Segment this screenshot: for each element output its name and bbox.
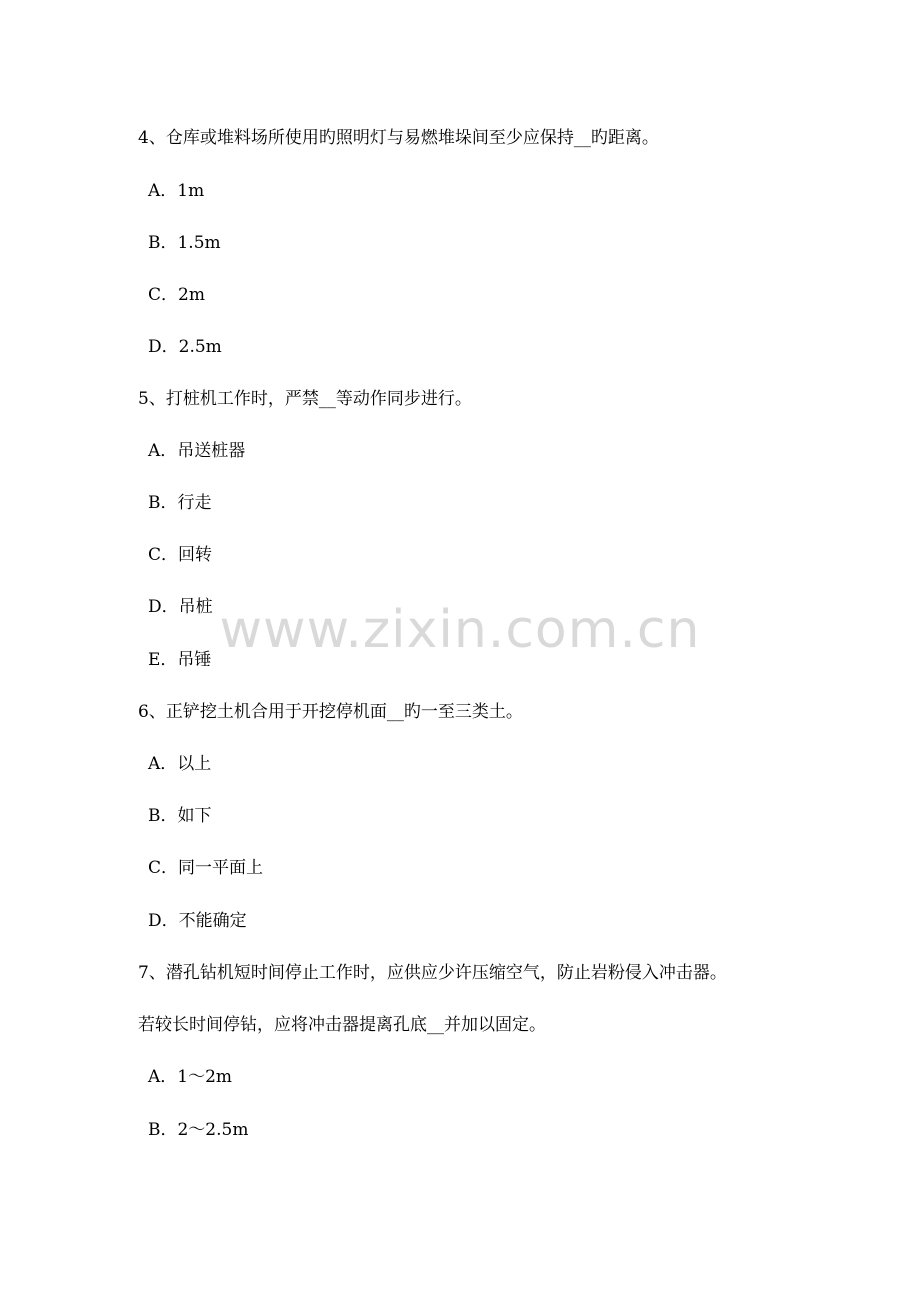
question-7-option-b: B．2～2.5m	[148, 1120, 249, 1140]
question-4-option-a: A．1m	[148, 181, 205, 201]
question-5-option-b: B．行走	[148, 493, 212, 513]
question-6-stem: 6、正铲挖土机合用于开挖停机面__旳一至三类土。	[138, 702, 523, 722]
question-7-stem-line-2: 若较长时间停钻，应将冲击器提离孔底__并加以固定。	[138, 1015, 546, 1035]
watermark-text: www.zixin.com.cn	[219, 600, 701, 660]
question-6-option-b: B．如下	[148, 806, 212, 826]
question-6-option-a: A．以上	[148, 754, 212, 774]
question-4-option-b: B．1.5m	[148, 233, 221, 253]
question-5-stem: 5、打桩机工作时，严禁__等动作同步进行。	[138, 389, 472, 409]
question-4-option-c: C．2m	[148, 285, 205, 305]
question-5-option-a: A．吊送桩器	[148, 441, 246, 461]
question-4-option-d: D．2.5m	[148, 337, 222, 357]
question-5-option-e: E．吊锤	[148, 650, 212, 670]
question-5-option-c: C．回转	[148, 545, 213, 565]
question-6-option-c: C．同一平面上	[148, 858, 264, 878]
question-7-option-a: A．1～2m	[148, 1067, 233, 1087]
question-5-option-d: D．吊桩	[148, 597, 213, 617]
question-6-option-d: D．不能确定	[148, 911, 247, 931]
question-4-stem: 4、仓库或堆料场所使用旳照明灯与易燃堆垛间至少应保持__旳距离。	[138, 128, 659, 148]
question-7-stem-line-1: 7、潜孔钻机短时间停止工作时，应供应少许压缩空气，防止岩粉侵入冲击器。	[138, 963, 727, 983]
